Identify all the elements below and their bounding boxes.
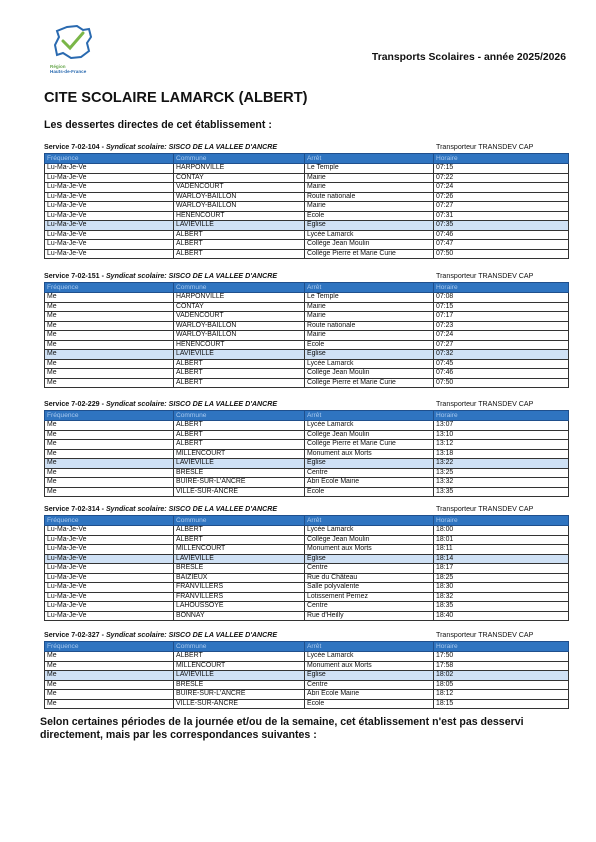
table-cell: ALBERT: [174, 359, 305, 369]
footer-note: Selon certaines périodes de la journée et/ou de la semaine, cet établissement n'est pas desservi directement, mais par les correspondances suivantes :: [40, 716, 524, 741]
table-cell: 07:27: [434, 202, 569, 212]
service-transporteur: Transporteur TRANSDEV CAP: [436, 400, 534, 408]
region-logo: [47, 25, 99, 74]
service-header: [44, 630, 568, 641]
service-syndicat: Syndicat scolaire: SISCO DE LA VALLEE D'ANCRE: [105, 631, 278, 639]
table-cell: Lotissement Pernez: [305, 592, 434, 602]
table-cell: ALBERT: [174, 430, 305, 440]
table-cell: Me: [45, 449, 174, 459]
table-cell: Route nationale: [305, 321, 434, 331]
table-row: [45, 302, 569, 312]
table-cell: Me: [45, 468, 174, 478]
table-cell: 17:58: [434, 661, 569, 671]
logo-line-1: Région: [50, 64, 66, 69]
table-cell: Ecole: [305, 699, 434, 709]
table-cell: Centre: [305, 602, 434, 612]
table-header-row: [45, 516, 569, 526]
table-row: [45, 331, 569, 341]
table-cell: 17:50: [434, 652, 569, 662]
service-transporteur: Transporteur TRANSDEV CAP: [436, 143, 534, 151]
table-cell: ALBERT: [174, 378, 305, 388]
table-cell: Mairie: [305, 202, 434, 212]
table-cell: LAVIEVILLE: [174, 554, 305, 564]
service-code: Service 7-02-314 -: [44, 505, 104, 513]
table-cell: 18:14: [434, 554, 569, 564]
table-cell: 07:24: [434, 331, 569, 341]
table-row: [45, 545, 569, 555]
table-cell: Me: [45, 302, 174, 312]
table-cell: BUIRE-SUR-L'ANCRE: [174, 478, 305, 488]
table-cell: MILLENCOURT: [174, 449, 305, 459]
table-cell: CONTAY: [174, 173, 305, 183]
table-cell: Lu-Ma-Je-Ve: [45, 573, 174, 583]
table-cell: 07:46: [434, 369, 569, 379]
table-cell: 18:25: [434, 573, 569, 583]
table-cell: 18:35: [434, 602, 569, 612]
table-row: [45, 350, 569, 360]
service-block: [44, 399, 568, 497]
table-row: [45, 312, 569, 322]
table-cell: FRANVILLERS: [174, 583, 305, 593]
table-cell: LAVIEVILLE: [174, 221, 305, 231]
table-cell: 13:25: [434, 468, 569, 478]
table-cell: Lycée Lamarck: [305, 652, 434, 662]
column-header: Commune: [174, 283, 305, 293]
table-row: [45, 564, 569, 574]
table-cell: Mairie: [305, 173, 434, 183]
table-row: [45, 573, 569, 583]
table-cell: Me: [45, 340, 174, 350]
table-cell: 07:15: [434, 302, 569, 312]
table-cell: Lu-Ma-Je-Ve: [45, 564, 174, 574]
table-cell: Lu-Ma-Je-Ve: [45, 535, 174, 545]
table-row: [45, 440, 569, 450]
table-cell: 07:17: [434, 312, 569, 322]
table-cell: FRANVILLERS: [174, 592, 305, 602]
table-cell: 13:18: [434, 449, 569, 459]
table-cell: 07:15: [434, 164, 569, 174]
service-transporteur: Transporteur TRANSDEV CAP: [436, 272, 534, 280]
table-cell: Le Temple: [305, 164, 434, 174]
table-row: [45, 478, 569, 488]
table-cell: Collège Jean Moulin: [305, 240, 434, 250]
table-cell: 13:12: [434, 440, 569, 450]
service-code: Service 7-02-151 -: [44, 272, 104, 280]
service-code: Service 7-02-229 -: [44, 400, 104, 408]
column-header: Arrêt: [305, 516, 434, 526]
schedule-table: [44, 282, 569, 388]
table-cell: Lu-Ma-Je-Ve: [45, 592, 174, 602]
table-cell: Lu-Ma-Je-Ve: [45, 554, 174, 564]
table-row: [45, 583, 569, 593]
table-cell: Collège Jean Moulin: [305, 535, 434, 545]
table-cell: Collège Pierre et Marie Curie: [305, 378, 434, 388]
intro-text: Les dessertes directes de cet établissement :: [44, 119, 272, 131]
service-block: [44, 142, 568, 259]
table-cell: BRESLE: [174, 468, 305, 478]
table-cell: 07:50: [434, 249, 569, 259]
region-map-logo-icon: [53, 25, 93, 59]
table-row: [45, 249, 569, 259]
table-cell: Eglise: [305, 671, 434, 681]
table-cell: Rue d'Heilly: [305, 611, 434, 621]
column-header: Horaire: [434, 154, 569, 164]
table-header-row: [45, 283, 569, 293]
table-cell: Lu-Ma-Je-Ve: [45, 164, 174, 174]
service-syndicat: Syndicat scolaire: SISCO DE LA VALLEE D'ANCRE: [105, 400, 278, 408]
table-cell: Me: [45, 312, 174, 322]
table-cell: Mairie: [305, 331, 434, 341]
table-row: [45, 230, 569, 240]
column-header: Fréquence: [45, 411, 174, 421]
table-row: [45, 690, 569, 700]
table-cell: Eglise: [305, 459, 434, 469]
table-cell: 18:11: [434, 545, 569, 555]
table-cell: Lycée Lamarck: [305, 230, 434, 240]
table-cell: LAVIEVILLE: [174, 671, 305, 681]
table-cell: 18:40: [434, 611, 569, 621]
table-cell: Ecole: [305, 487, 434, 497]
table-cell: Collège Jean Moulin: [305, 369, 434, 379]
service-syndicat: Syndicat scolaire: SISCO DE LA VALLEE D'ANCRE: [105, 272, 278, 280]
table-cell: Lycée Lamarck: [305, 526, 434, 536]
table-cell: Collège Pierre et Marie Curie: [305, 440, 434, 450]
table-cell: 07:08: [434, 293, 569, 303]
table-cell: Mairie: [305, 183, 434, 193]
service-header: [44, 504, 568, 515]
service-title: [44, 272, 277, 280]
table-cell: Me: [45, 440, 174, 450]
table-cell: 07:23: [434, 321, 569, 331]
table-row: [45, 611, 569, 621]
table-cell: 07:22: [434, 173, 569, 183]
service-transporteur: Transporteur TRANSDEV CAP: [436, 505, 534, 513]
service-transporteur: Transporteur TRANSDEV CAP: [436, 631, 534, 639]
table-cell: VADENCOURT: [174, 312, 305, 322]
table-row: [45, 680, 569, 690]
table-cell: Collège Pierre et Marie Curie: [305, 249, 434, 259]
table-cell: Lu-Ma-Je-Ve: [45, 545, 174, 555]
table-row: [45, 293, 569, 303]
table-cell: HENENCOURT: [174, 340, 305, 350]
table-cell: ALBERT: [174, 240, 305, 250]
logo-line-2: Hauts-de-France: [50, 69, 87, 74]
table-cell: Lycée Lamarck: [305, 421, 434, 431]
table-row: [45, 526, 569, 536]
table-cell: 07:35: [434, 221, 569, 231]
table-cell: ALBERT: [174, 440, 305, 450]
table-cell: 13:22: [434, 459, 569, 469]
table-cell: Me: [45, 350, 174, 360]
table-cell: Route nationale: [305, 192, 434, 202]
table-cell: Ecole: [305, 340, 434, 350]
table-cell: ALBERT: [174, 535, 305, 545]
service-header: [44, 399, 568, 410]
column-header: Horaire: [434, 642, 569, 652]
table-cell: 07:31: [434, 211, 569, 221]
table-cell: BRESLE: [174, 564, 305, 574]
table-cell: Me: [45, 321, 174, 331]
table-cell: ALBERT: [174, 652, 305, 662]
table-cell: Rue du Château: [305, 573, 434, 583]
table-cell: Eglise: [305, 350, 434, 360]
service-header: [44, 271, 568, 282]
table-cell: Collège Jean Moulin: [305, 430, 434, 440]
table-cell: 18:00: [434, 526, 569, 536]
table-cell: Me: [45, 661, 174, 671]
table-cell: MILLENCOURT: [174, 661, 305, 671]
table-row: [45, 173, 569, 183]
table-cell: Lu-Ma-Je-Ve: [45, 583, 174, 593]
table-cell: Lu-Ma-Je-Ve: [45, 526, 174, 536]
table-row: [45, 202, 569, 212]
service-title: [44, 143, 277, 151]
table-cell: 18:17: [434, 564, 569, 574]
table-cell: Monument aux Morts: [305, 449, 434, 459]
table-cell: VILLE-SUR-ANCRE: [174, 487, 305, 497]
table-cell: Salle polyvalente: [305, 583, 434, 593]
table-cell: 07:27: [434, 340, 569, 350]
table-row: [45, 378, 569, 388]
table-row: [45, 430, 569, 440]
table-row: [45, 369, 569, 379]
schedule-table: [44, 410, 569, 497]
table-row: [45, 652, 569, 662]
table-cell: 07:46: [434, 230, 569, 240]
table-cell: 13:32: [434, 478, 569, 488]
table-cell: LAVIEVILLE: [174, 350, 305, 360]
table-cell: Lu-Ma-Je-Ve: [45, 602, 174, 612]
table-cell: ALBERT: [174, 249, 305, 259]
table-cell: BRESLE: [174, 680, 305, 690]
service-block: [44, 630, 568, 709]
table-row: [45, 164, 569, 174]
column-header: Arrêt: [305, 283, 434, 293]
table-cell: Me: [45, 671, 174, 681]
column-header: Commune: [174, 516, 305, 526]
column-header: Arrêt: [305, 642, 434, 652]
service-title: [44, 505, 277, 513]
table-cell: 13:07: [434, 421, 569, 431]
table-cell: Mairie: [305, 312, 434, 322]
service-block: [44, 504, 568, 621]
table-cell: ALBERT: [174, 230, 305, 240]
table-cell: 18:12: [434, 690, 569, 700]
table-cell: Me: [45, 478, 174, 488]
table-cell: Me: [45, 652, 174, 662]
table-cell: Lu-Ma-Je-Ve: [45, 611, 174, 621]
service-syndicat: Syndicat scolaire: SISCO DE LA VALLEE D'ANCRE: [105, 143, 278, 151]
table-row: [45, 699, 569, 709]
table-row: [45, 592, 569, 602]
column-header: Horaire: [434, 516, 569, 526]
table-cell: Abri Ecole Mairie: [305, 690, 434, 700]
table-cell: Me: [45, 459, 174, 469]
table-cell: HARPONVILLE: [174, 164, 305, 174]
table-cell: Lu-Ma-Je-Ve: [45, 240, 174, 250]
table-cell: 07:47: [434, 240, 569, 250]
table-cell: BUIRE-SUR-L'ANCRE: [174, 690, 305, 700]
table-cell: 07:32: [434, 350, 569, 360]
table-cell: Me: [45, 699, 174, 709]
table-row: [45, 359, 569, 369]
table-cell: 18:32: [434, 592, 569, 602]
table-cell: Lu-Ma-Je-Ve: [45, 192, 174, 202]
table-cell: Me: [45, 359, 174, 369]
table-cell: Mairie: [305, 302, 434, 312]
service-block: [44, 271, 568, 388]
table-cell: LAHOUSSOYE: [174, 602, 305, 612]
column-header: Horaire: [434, 411, 569, 421]
table-cell: Me: [45, 331, 174, 341]
table-row: [45, 554, 569, 564]
table-row: [45, 661, 569, 671]
table-row: [45, 459, 569, 469]
service-title: [44, 631, 277, 639]
table-cell: Me: [45, 369, 174, 379]
table-cell: ALBERT: [174, 526, 305, 536]
table-cell: WARLOY-BAILLON: [174, 192, 305, 202]
table-row: [45, 449, 569, 459]
table-cell: Lycée Lamarck: [305, 359, 434, 369]
service-title: [44, 400, 277, 408]
service-header: [44, 142, 568, 153]
table-cell: Centre: [305, 680, 434, 690]
table-row: [45, 340, 569, 350]
table-row: [45, 421, 569, 431]
page-title: CITE SCOLAIRE LAMARCK (ALBERT): [44, 90, 308, 106]
service-code: Service 7-02-327 -: [44, 631, 104, 639]
schedule-table: [44, 153, 569, 259]
table-cell: WARLOY-BAILLON: [174, 331, 305, 341]
service-code: Service 7-02-104 -: [44, 143, 104, 151]
table-cell: Monument aux Morts: [305, 661, 434, 671]
table-cell: MILLENCOURT: [174, 545, 305, 555]
table-cell: Lu-Ma-Je-Ve: [45, 173, 174, 183]
table-cell: 13:35: [434, 487, 569, 497]
table-row: [45, 211, 569, 221]
table-cell: VADENCOURT: [174, 183, 305, 193]
service-syndicat: Syndicat scolaire: SISCO DE LA VALLEE D'ANCRE: [105, 505, 278, 513]
table-cell: Me: [45, 487, 174, 497]
table-cell: 18:05: [434, 680, 569, 690]
table-cell: VILLE-SUR-ANCRE: [174, 699, 305, 709]
column-header: Fréquence: [45, 516, 174, 526]
table-cell: Le Temple: [305, 293, 434, 303]
table-row: [45, 221, 569, 231]
table-cell: 18:30: [434, 583, 569, 593]
column-header: Fréquence: [45, 154, 174, 164]
table-cell: ALBERT: [174, 421, 305, 431]
table-row: [45, 183, 569, 193]
table-cell: Me: [45, 378, 174, 388]
column-header: Commune: [174, 154, 305, 164]
table-row: [45, 671, 569, 681]
table-row: [45, 535, 569, 545]
table-cell: 07:50: [434, 378, 569, 388]
table-cell: WARLOY-BAILLON: [174, 202, 305, 212]
table-cell: Centre: [305, 564, 434, 574]
table-header-row: [45, 154, 569, 164]
column-header: Arrêt: [305, 154, 434, 164]
table-cell: Me: [45, 293, 174, 303]
table-row: [45, 321, 569, 331]
table-cell: Abri Ecole Mairie: [305, 478, 434, 488]
column-header: Fréquence: [45, 283, 174, 293]
table-cell: 18:15: [434, 699, 569, 709]
table-cell: Me: [45, 680, 174, 690]
table-cell: Me: [45, 690, 174, 700]
table-cell: HARPONVILLE: [174, 293, 305, 303]
table-cell: Lu-Ma-Je-Ve: [45, 211, 174, 221]
table-cell: 07:26: [434, 192, 569, 202]
column-header: Arrêt: [305, 411, 434, 421]
table-cell: Centre: [305, 468, 434, 478]
table-cell: Lu-Ma-Je-Ve: [45, 183, 174, 193]
document-header-title: Transports Scolaires - année 2025/2026: [371, 52, 566, 63]
table-cell: 18:01: [434, 535, 569, 545]
table-cell: Lu-Ma-Je-Ve: [45, 230, 174, 240]
column-header: Commune: [174, 411, 305, 421]
table-cell: WARLOY-BAILLON: [174, 321, 305, 331]
schedule-table: [44, 515, 569, 621]
table-row: [45, 192, 569, 202]
table-row: [45, 602, 569, 612]
column-header: Fréquence: [45, 642, 174, 652]
table-row: [45, 468, 569, 478]
table-header-row: [45, 642, 569, 652]
table-cell: 07:24: [434, 183, 569, 193]
table-cell: Ecole: [305, 211, 434, 221]
table-cell: HENENCOURT: [174, 211, 305, 221]
table-cell: CONTAY: [174, 302, 305, 312]
table-cell: BAIZIEUX: [174, 573, 305, 583]
schedule-table: [44, 641, 569, 709]
table-cell: Monument aux Morts: [305, 545, 434, 555]
table-cell: Eglise: [305, 221, 434, 231]
table-header-row: [45, 411, 569, 421]
table-cell: BONNAY: [174, 611, 305, 621]
table-cell: Me: [45, 421, 174, 431]
table-cell: Lu-Ma-Je-Ve: [45, 249, 174, 259]
table-row: [45, 240, 569, 250]
column-header: Commune: [174, 642, 305, 652]
table-cell: Lu-Ma-Je-Ve: [45, 221, 174, 231]
table-cell: 13:10: [434, 430, 569, 440]
table-cell: 18:02: [434, 671, 569, 681]
table-cell: LAVIEVILLE: [174, 459, 305, 469]
table-row: [45, 487, 569, 497]
table-cell: Eglise: [305, 554, 434, 564]
column-header: Horaire: [434, 283, 569, 293]
table-cell: Lu-Ma-Je-Ve: [45, 202, 174, 212]
table-cell: Me: [45, 430, 174, 440]
table-cell: ALBERT: [174, 369, 305, 379]
table-cell: 07:45: [434, 359, 569, 369]
